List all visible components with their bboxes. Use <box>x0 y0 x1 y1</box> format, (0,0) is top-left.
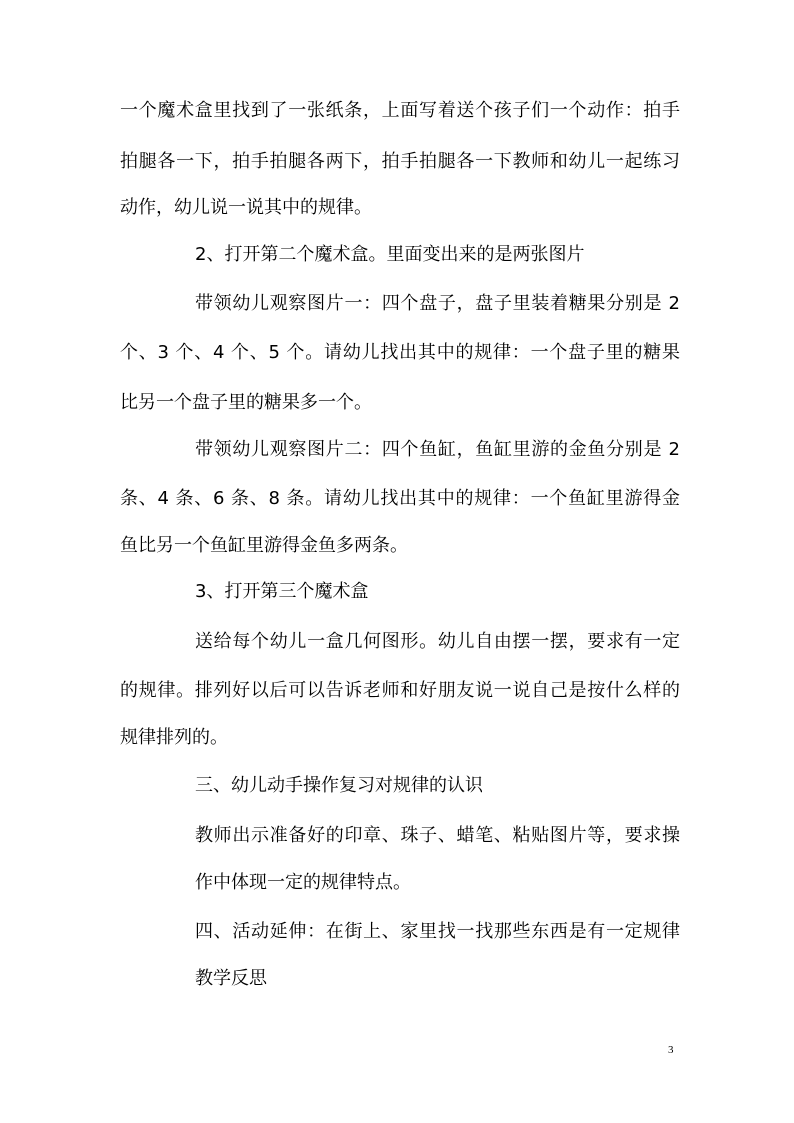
text-line: 个、3 个、4 个、5 个。请幼儿找出其中的规律：一个盘子里的糖果 <box>120 342 680 363</box>
section-heading: 2、打开第二个魔术盒。里面变出来的是两张图片 <box>195 244 585 265</box>
text-line: 带领幼儿观察图片一：四个盘子，盘子里装着糖果分别是 2 <box>195 293 680 314</box>
text-line: 条、4 条、6 条、8 条。请幼儿找出其中的规律：一个鱼缸里游得金 <box>120 488 680 509</box>
section-heading: 四、活动延伸：在街上、家里找一找那些东西是有一定规律 <box>195 921 680 942</box>
text-line: 动作，幼儿说一说其中的规律。 <box>120 197 372 218</box>
text-line: 鱼比另一个鱼缸里游得金鱼多两条。 <box>120 535 408 556</box>
text-line: 教师出示准备好的印章、珠子、蜡笔、粘贴图片等，要求操 <box>195 825 680 846</box>
text-line: 的规律。排列好以后可以告诉老师和好朋友说一说自己是按什么样的 <box>120 680 680 701</box>
text-line: 拍腿各一下，拍手拍腿各两下，拍手拍腿各一下教师和幼儿一起练习 <box>120 151 680 172</box>
text-line: 带领幼儿观察图片二：四个鱼缸，鱼缸里游的金鱼分别是 2 <box>195 439 680 460</box>
section-heading: 教学反思 <box>195 968 267 989</box>
text-line: 作中体现一定的规律特点。 <box>195 872 411 893</box>
section-heading: 三、幼儿动手操作复习对规律的认识 <box>195 775 483 796</box>
page-number: 3 <box>668 1044 674 1056</box>
text-line: 送给每个幼儿一盒几何图形。幼儿自由摆一摆，要求有一定 <box>195 631 680 652</box>
text-line: 比另一个盘子里的糖果多一个。 <box>120 392 372 413</box>
text-line: 一个魔术盒里找到了一张纸条，上面写着送个孩子们一个动作：拍手 <box>120 100 680 121</box>
text-line: 规律排列的。 <box>120 727 228 748</box>
section-heading: 3、打开第三个魔术盒 <box>195 581 369 602</box>
